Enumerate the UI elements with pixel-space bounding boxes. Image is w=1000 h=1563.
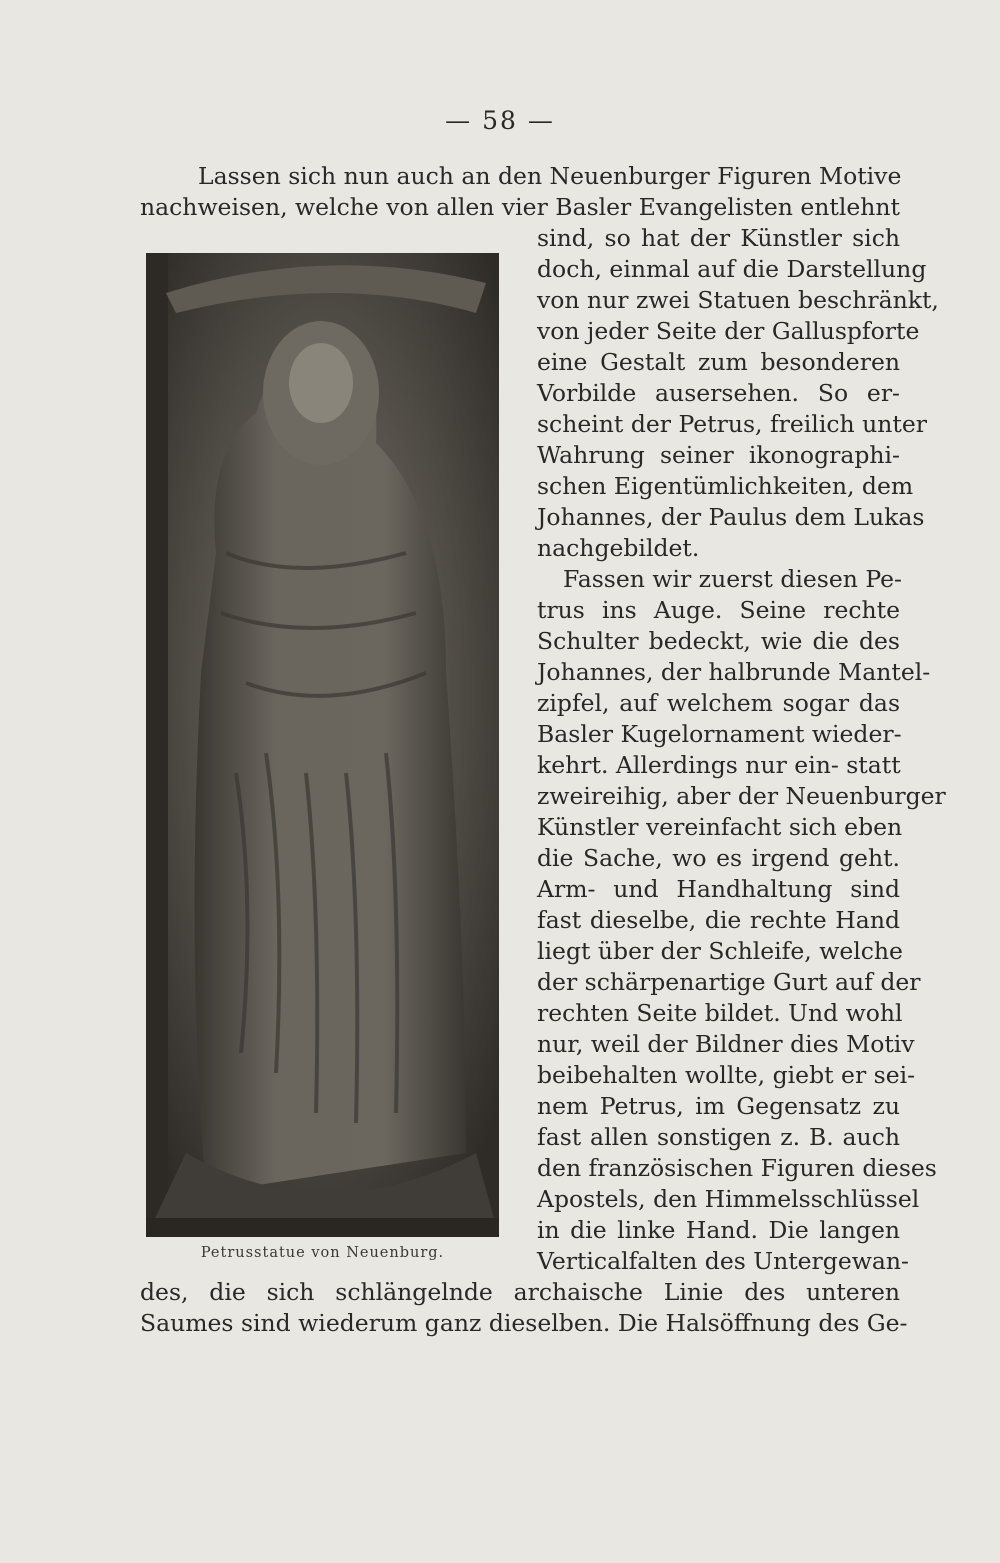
- text-line: sind, so hat der Künstler sich: [537, 224, 900, 252]
- text-line: schen Eigentümlichkeiten, dem: [537, 472, 914, 500]
- text-line: der schärpenartige Gurt auf der: [537, 968, 921, 996]
- text-line: Johannes, der Paulus dem Lukas: [537, 503, 925, 531]
- text-line: kehrt. Allerdings nur ein- statt: [537, 751, 901, 779]
- statue-photograph: [146, 253, 499, 1237]
- text-line: Saumes sind wiederum ganz dieselben. Die Halsöffnung des Ge-: [140, 1309, 908, 1337]
- text-line: zweireihig, aber der Neuenburger: [537, 782, 946, 810]
- text-line: Johannes, der halbrunde Mantel-: [537, 658, 931, 686]
- text-line: Schulter bedeckt, wie die des: [537, 627, 900, 655]
- text-line: fast allen sonstigen z. B. auch: [537, 1123, 900, 1151]
- text-line: von nur zwei Statuen beschränkt,: [537, 286, 939, 314]
- text-line: des, die sich schlängelnde archaische Linie des unteren: [140, 1278, 900, 1306]
- text-line: Verticalfalten des Untergewan-: [537, 1247, 909, 1275]
- petrus-statue-image: [146, 253, 499, 1237]
- text-line: trus ins Auge. Seine rechte: [537, 596, 900, 624]
- text-line: nachgebildet.: [537, 534, 700, 562]
- text-line: liegt über der Schleife, welche: [537, 937, 903, 965]
- text-line: Wahrung seiner ikonographi-: [537, 441, 900, 469]
- text-line: Basler Kugelornament wieder-: [537, 720, 902, 748]
- text-line: nur, weil der Bildner dies Motiv: [537, 1030, 915, 1058]
- text-line: den französischen Figuren dieses: [537, 1154, 937, 1182]
- text-line: rechten Seite bildet. Und wohl: [537, 999, 903, 1027]
- text-line: doch, einmal auf die Darstellung: [537, 255, 927, 283]
- page-number: — 58 —: [445, 106, 555, 135]
- text-line: Lassen sich nun auch an den Neuenburger Figuren Motive: [198, 162, 902, 190]
- text-line: beibehalten wollte, giebt er sei-: [537, 1061, 916, 1089]
- text-line: Arm- und Handhaltung sind: [537, 875, 900, 903]
- text-line: in die linke Hand. Die langen: [537, 1216, 900, 1244]
- text-line: nem Petrus, im Gegensatz zu: [537, 1092, 900, 1120]
- text-line: Apostels, den Himmelsschlüssel: [537, 1185, 920, 1213]
- text-line: Fassen wir zuerst diesen Pe-: [563, 565, 902, 593]
- text-line: fast dieselbe, die rechte Hand: [537, 906, 900, 934]
- text-line: zipfel, auf welchem sogar das: [537, 689, 900, 717]
- text-line: von jeder Seite der Galluspforte: [537, 317, 920, 345]
- text-line: die Sache, wo es irgend geht.: [537, 844, 900, 872]
- figure-caption: Petrusstatue von Neuenburg.: [200, 1245, 445, 1261]
- text-line: eine Gestalt zum besonderen: [537, 348, 900, 376]
- text-line: scheint der Petrus, freilich unter: [537, 410, 927, 438]
- text-line: Vorbilde ausersehen. So er-: [537, 379, 900, 407]
- text-line: Künstler vereinfacht sich eben: [537, 813, 903, 841]
- text-line: nachweisen, welche von allen vier Basler Evangelisten entlehnt: [140, 193, 900, 221]
